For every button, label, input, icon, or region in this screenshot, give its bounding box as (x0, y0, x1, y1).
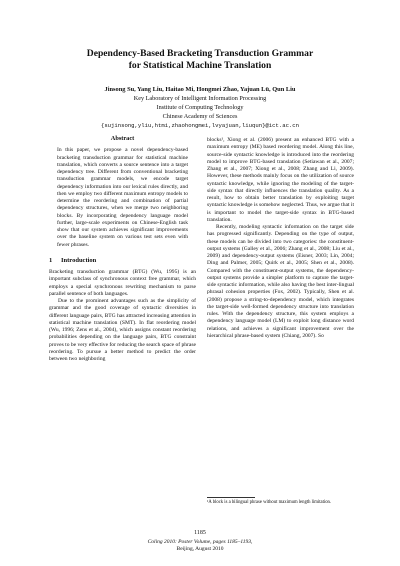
paper-title (40, 48, 360, 72)
right-paragraph-2: Recently, modeling syntactic information on the target side has progressed significantly. Depending on the type of output, these models can be divided into two categories: the constituent-output systems (Galley et al., 2006; Zhang et al., 2008; Liu et al., 2009) and dependency-output systems (Eisner, 2003; Lin, 2004; Ding and Palmer, 2005; Quirk et al., 2005; Shen et al., 2008). Compared with the constituent-output systems, the dependency-output systems provide a simpler platform to capture the target-side syntactic information, while also having the best inter-lingual phrasal cohesion properties (Fox, 2002). Typically, Shen et al. (2008) propose a string-to-dependency model, which integrates the target-side well-formed dependency structure into translation rules. With the dependency structure, this system employs a dependency language model (LM) to exploit long distance word relations, and achieves a significant improvement over the hierarchical phrase-based system (Chiang, 2007). So (207, 224, 354, 339)
left-column (49, 135, 196, 363)
affiliation-line-2: Institute of Computing Technology (156, 103, 244, 111)
title-line-1: Dependency-Based Bracketing Transduction Grammar (86, 48, 314, 59)
intro-paragraph-1: Bracketing transduction grammar (BTG) (Wu, 1995) is an important subclass of synchronous context free grammar, which employs a special synchronous rewriting mechanism to parse parallel sentence of both languages. (49, 269, 196, 297)
abstract-text: In this paper, we propose a novel dependency-based bracketing transduction grammar for statistical machine translation, which converts a source sentence into a target dependency tree. Different from conventional bracketing transduction grammar models, we encode target dependency information into our lexical rules directly, and then we employ two different maximum entropy models to determine the reordering and combination of partial dependency structures, when we merge two neighboring blocks. By incorporating dependency language model further, large-scale experiments on Chinese-English task show that our system achieves significant improvements over the baseline system on various test sets even with fewer phrases. (57, 147, 188, 248)
right-paragraph-1: blocks¹, Xiong et al. (2006) present an enhanced BTG with a maximum entropy (ME) based reordering model. Along this line, source-side syntactic knowledge is introduced into the reordering model to improve BTG-based translation (Setiawan et al., 2007; Zhang et al., 2007; Xiong et al., 2008; Zhang and Li, 2009). However, these methods mainly focus on the utilization of source syntactic knowledge, while ignoring the modeling of the target-side syntax that directly influences the translation quality. As a result, how to obtain better translation by exploiting target syntactic knowledge is somehow neglected. Thus, we argue that it is important to model the target-side syntax in BTG-based translation. (207, 137, 354, 223)
page-footer (100, 530, 300, 552)
footnote: ¹A block is a bilingual phrase without maximum length limitation. (207, 500, 332, 505)
title-line-2: for Statistical Machine Translation (128, 60, 272, 71)
footnote-divider (207, 497, 255, 498)
affiliation-line-3: Chinese Academy of Sciences (162, 112, 238, 120)
affiliation-line-1: Key Laboratory of Intelligent Information Processing (133, 95, 267, 102)
author-list: Jinsong Su, Yang Liu, Haitao Mi, Hongmei Zhao, Yajuan Lü, Qun Liu (104, 86, 296, 93)
section-title: Introduction (61, 256, 97, 264)
section-heading-introduction (49, 257, 196, 264)
intro-paragraph-2: Due to the prominent advantages such as the simplicity of grammar and the good coverage of syntactic diversities in different language pairs, BTG has attracted increasing attention in statistical machine translation (SMT). In flat reordering model (Wu, 1996; Zens et al., 2004), which assigns constant reordering probabilities depending on the language pairs, BTG constraint proves to be very effective for reducing the search space of phrase reordering. To pursue a better method to predict the order between two neighboring (49, 298, 196, 362)
author-emails: {sujinsong,yliu,htmi,zhaohongmei,lvyajuan,liuqun}@ict.ac.cn (100, 121, 300, 129)
affiliation-block (40, 95, 360, 131)
section-number: 1 (49, 256, 53, 264)
venue-line: Coling 2010: Poster Volume, pages 1185–1193, (147, 538, 253, 545)
location-line: Beijing, August 2010 (176, 545, 224, 552)
right-column (207, 137, 354, 340)
page-number: 1185 (194, 530, 206, 536)
abstract-heading: Abstract (110, 135, 135, 142)
